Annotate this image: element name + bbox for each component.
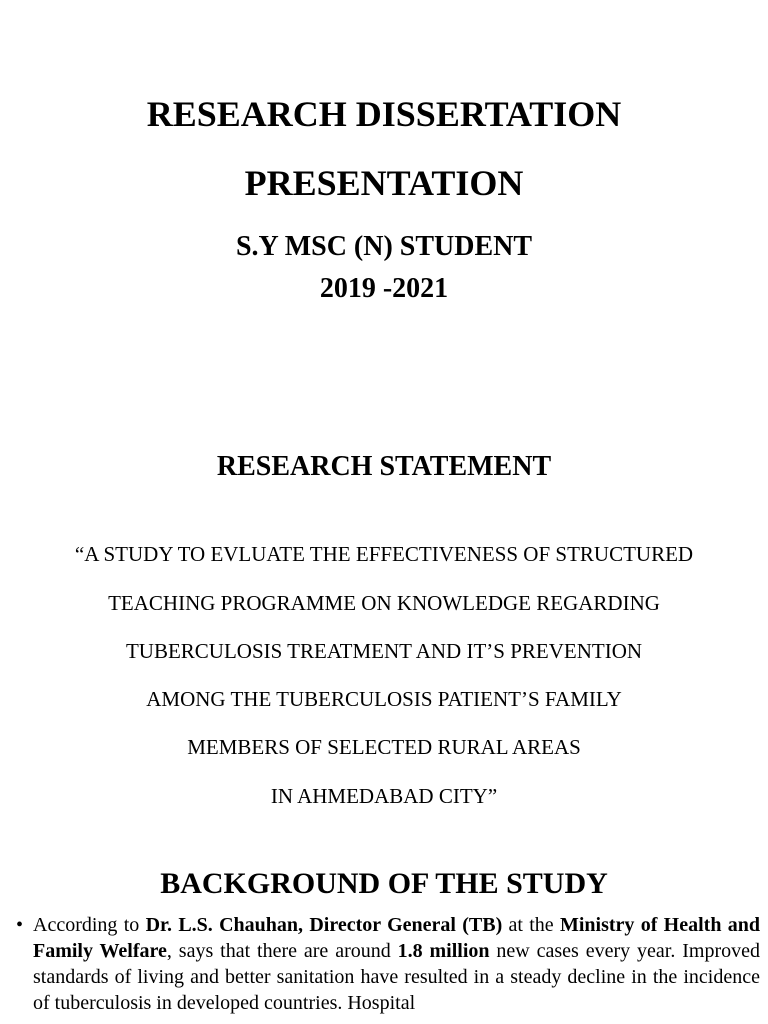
statement-line: TEACHING PROGRAMME ON KNOWLEDGE REGARDING (108, 591, 660, 615)
paragraph-text: , says that there are around (166, 940, 398, 962)
statement-line: “A STUDY TO EVLUATE THE EFFECTIVENESS OF STRUCTURED (74, 542, 694, 566)
statement-line: AMONG THE TUBERCULOSIS PATIENT’S FAMILY (146, 687, 622, 711)
paragraph-text: new cases every year. Improved standards of living and better sanitation have resulted in a steady decline in the incidence of tuberculosis in developed countries. Hospital (33, 940, 760, 1014)
title-line-2: PRESENTATION (244, 163, 524, 203)
title-line-1: RESEARCH DISSERTATION (146, 94, 622, 134)
paragraph-text: According to (33, 914, 146, 936)
background-bullet (16, 912, 760, 1024)
research-statement-heading: RESEARCH STATEMENT (216, 451, 552, 482)
bullet-icon: • (16, 914, 24, 936)
background-paragraph (33, 912, 760, 1016)
statement-line: TUBERCULOSIS TREATMENT AND IT’S PREVENTION (125, 639, 643, 663)
paragraph-bold-name: Dr. L.S. Chauhan, Director General (TB) (145, 914, 503, 936)
paragraph-bold-figure: 1.8 million (397, 940, 490, 962)
statement-line: MEMBERS OF SELECTED RURAL AREAS (187, 735, 581, 759)
subtitle-years: 2019 -2021 (319, 273, 449, 304)
paragraph-text: at the (502, 914, 560, 936)
statement-line: IN AHMEDABAD CITY” (270, 784, 498, 808)
subtitle-student: S.Y MSC (N) STUDENT (235, 231, 533, 262)
background-heading: BACKGROUND OF THE STUDY (160, 867, 608, 900)
paragraph-bold-ministry: Ministry of Health and Family Welfare (33, 914, 760, 962)
